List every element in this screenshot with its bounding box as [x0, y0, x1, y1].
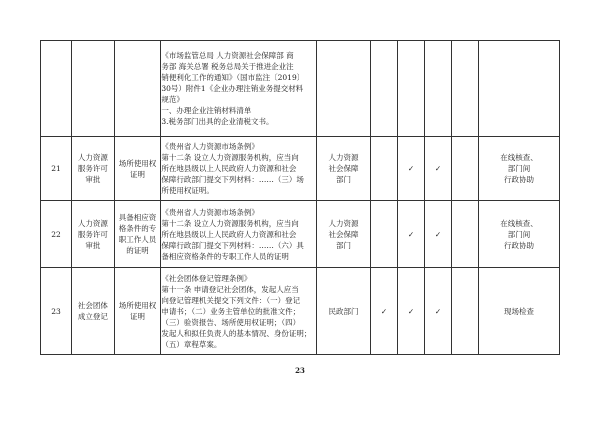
method-line: 在线核查、 [500, 218, 538, 228]
item-line: 审批 [85, 175, 101, 184]
check-mark-icon: ✓ [434, 229, 442, 239]
department-cell [317, 268, 371, 355]
method-line: 现场检查 [503, 306, 534, 316]
method-cell [478, 41, 559, 137]
check-cell [398, 268, 425, 355]
method-line: 行政协助 [503, 240, 534, 250]
item-line: 人力资源 [77, 153, 108, 162]
row-number-cell [41, 41, 72, 137]
department-cell [317, 41, 371, 137]
method-cell [478, 268, 559, 355]
item-cell [72, 41, 115, 137]
method-line: 部门间 [507, 164, 531, 173]
check-mark-icon: ✓ [407, 164, 415, 173]
certificate-cell [114, 268, 161, 355]
legal-basis-cell [161, 268, 317, 355]
check-cell [451, 137, 478, 201]
certificate-line: 具备相应资 [118, 213, 157, 222]
certificate-line: 的证明 [126, 246, 149, 255]
check-cell [398, 41, 425, 137]
certificate-line: 证明 [130, 312, 146, 321]
check-mark-icon: ✓ [407, 229, 415, 239]
basis-line: 规范》 [161, 95, 184, 104]
check-mark-icon: ✓ [380, 306, 388, 316]
check-mark-icon: ✓ [407, 306, 415, 316]
certificate-line: 场所使用权 [118, 301, 157, 310]
basis-line: 一、办理企业注销材料清单 [161, 106, 252, 115]
item-line: 社会团体 [77, 301, 108, 310]
basis-line: 申请书；（二）业务主管单位的批准文件； [161, 306, 301, 316]
basis-line: 第十二条 设立人力资源服务机构，应当向 [161, 218, 299, 228]
certificate-line: 场所使用权 [118, 158, 157, 168]
department-line: 社会保障 [328, 229, 359, 239]
basis-line: 向登记管理机关提交下列文件：（一）登记 [161, 295, 301, 305]
method-cell [478, 137, 559, 201]
department-line: 部门 [336, 175, 352, 184]
table-row [41, 201, 560, 268]
method-cell [478, 201, 559, 268]
basis-line: 30号）附件1《企业办理注销业务提交材料 [161, 84, 304, 93]
row-number-cell: 21 [41, 137, 72, 201]
check-mark-icon: ✓ [434, 306, 442, 316]
check-cell [371, 201, 398, 268]
basis-line: （三）验资报告、场所使用权证明；（四） [161, 317, 301, 327]
page-number: 23 [295, 366, 305, 375]
department-line: 部门 [336, 240, 352, 250]
item-cell [72, 137, 115, 201]
certificate-cell [114, 41, 161, 137]
basis-line: 所在地县级以上人民政府人力资源和社会 [161, 164, 297, 173]
department-cell [317, 201, 371, 268]
method-line: 行政协助 [503, 175, 534, 184]
basis-line: 《社会团体登记管理条例》 [161, 273, 252, 283]
department-cell [317, 137, 371, 201]
certificates-table [40, 40, 560, 355]
department-line: 人力资源 [328, 218, 359, 228]
table-row [41, 268, 560, 355]
check-mark-icon: ✓ [434, 164, 442, 173]
table-row [41, 137, 560, 201]
check-cell [371, 41, 398, 137]
check-cell [425, 268, 452, 355]
basis-line: 《贵州省人力资源市场条例》 [161, 207, 259, 217]
row-number-cell: 22 [41, 201, 72, 268]
legal-basis-cell [161, 137, 317, 201]
basis-line: 所使用权证明。 [161, 186, 214, 195]
check-cell [425, 41, 452, 137]
basis-line: 保障行政部门提交下列材料：……（六）具 [161, 240, 304, 250]
certificate-line: 证明 [130, 169, 146, 179]
item-cell [72, 201, 115, 268]
check-cell [451, 201, 478, 268]
certificate-cell [114, 137, 161, 201]
item-line: 服务许可 [77, 164, 108, 173]
basis-line: 备相应资格条件的专职工作人员的证明 [161, 251, 289, 261]
item-line: 成立登记 [77, 312, 108, 321]
item-line: 服务许可 [77, 229, 108, 239]
check-cell [451, 41, 478, 137]
legal-basis-cell [161, 41, 317, 137]
basis-line: 销便利化工作的通知》（国市监注〔2019〕 [161, 73, 305, 82]
basis-line: 第十一条 申请登记社会团体，发起人应当 [161, 284, 299, 294]
row-number-cell: 23 [41, 268, 72, 355]
legal-basis-cell [161, 201, 317, 268]
basis-line: 所在地县级以上人民政府人力资源和社会 [161, 229, 297, 239]
basis-line: 发起人和拟任负责人的基本情况、身份证明； [161, 328, 312, 338]
department-line: 民政部门 [328, 306, 359, 316]
department-line: 人力资源 [328, 153, 359, 162]
method-line: 在线核查、 [500, 153, 538, 162]
method-line: 部门间 [507, 229, 531, 239]
item-line: 人力资源 [77, 218, 108, 228]
basis-line: 务部 海关总署 税务总局关于推进企业注 [161, 62, 294, 71]
basis-line: 第十二条 设立人力资源服务机构，应当向 [161, 153, 299, 162]
check-cell [398, 137, 425, 201]
item-line: 审批 [85, 240, 101, 250]
certificate-line: 格条件的专 [118, 224, 157, 233]
basis-line: 《贵州省人力资源市场条例》 [161, 142, 259, 151]
basis-line: 保障行政部门提交下列材料：……（三）场 [161, 175, 304, 184]
basis-line: 《市场监管总局 人力资源社会保障部 商 [161, 51, 294, 60]
item-cell [72, 268, 115, 355]
check-cell [425, 201, 452, 268]
check-cell [451, 268, 478, 355]
certificate-line: 职工作人员 [118, 235, 157, 244]
check-cell [425, 137, 452, 201]
basis-line: （五）章程草案。 [161, 339, 222, 349]
basis-line: 3.税务部门出具的企业清税文书。 [161, 117, 274, 126]
check-cell [371, 268, 398, 355]
check-cell [371, 137, 398, 201]
check-cell [398, 201, 425, 268]
table-row-continued [41, 41, 560, 137]
certificate-cell [114, 201, 161, 268]
department-line: 社会保障 [328, 164, 359, 173]
